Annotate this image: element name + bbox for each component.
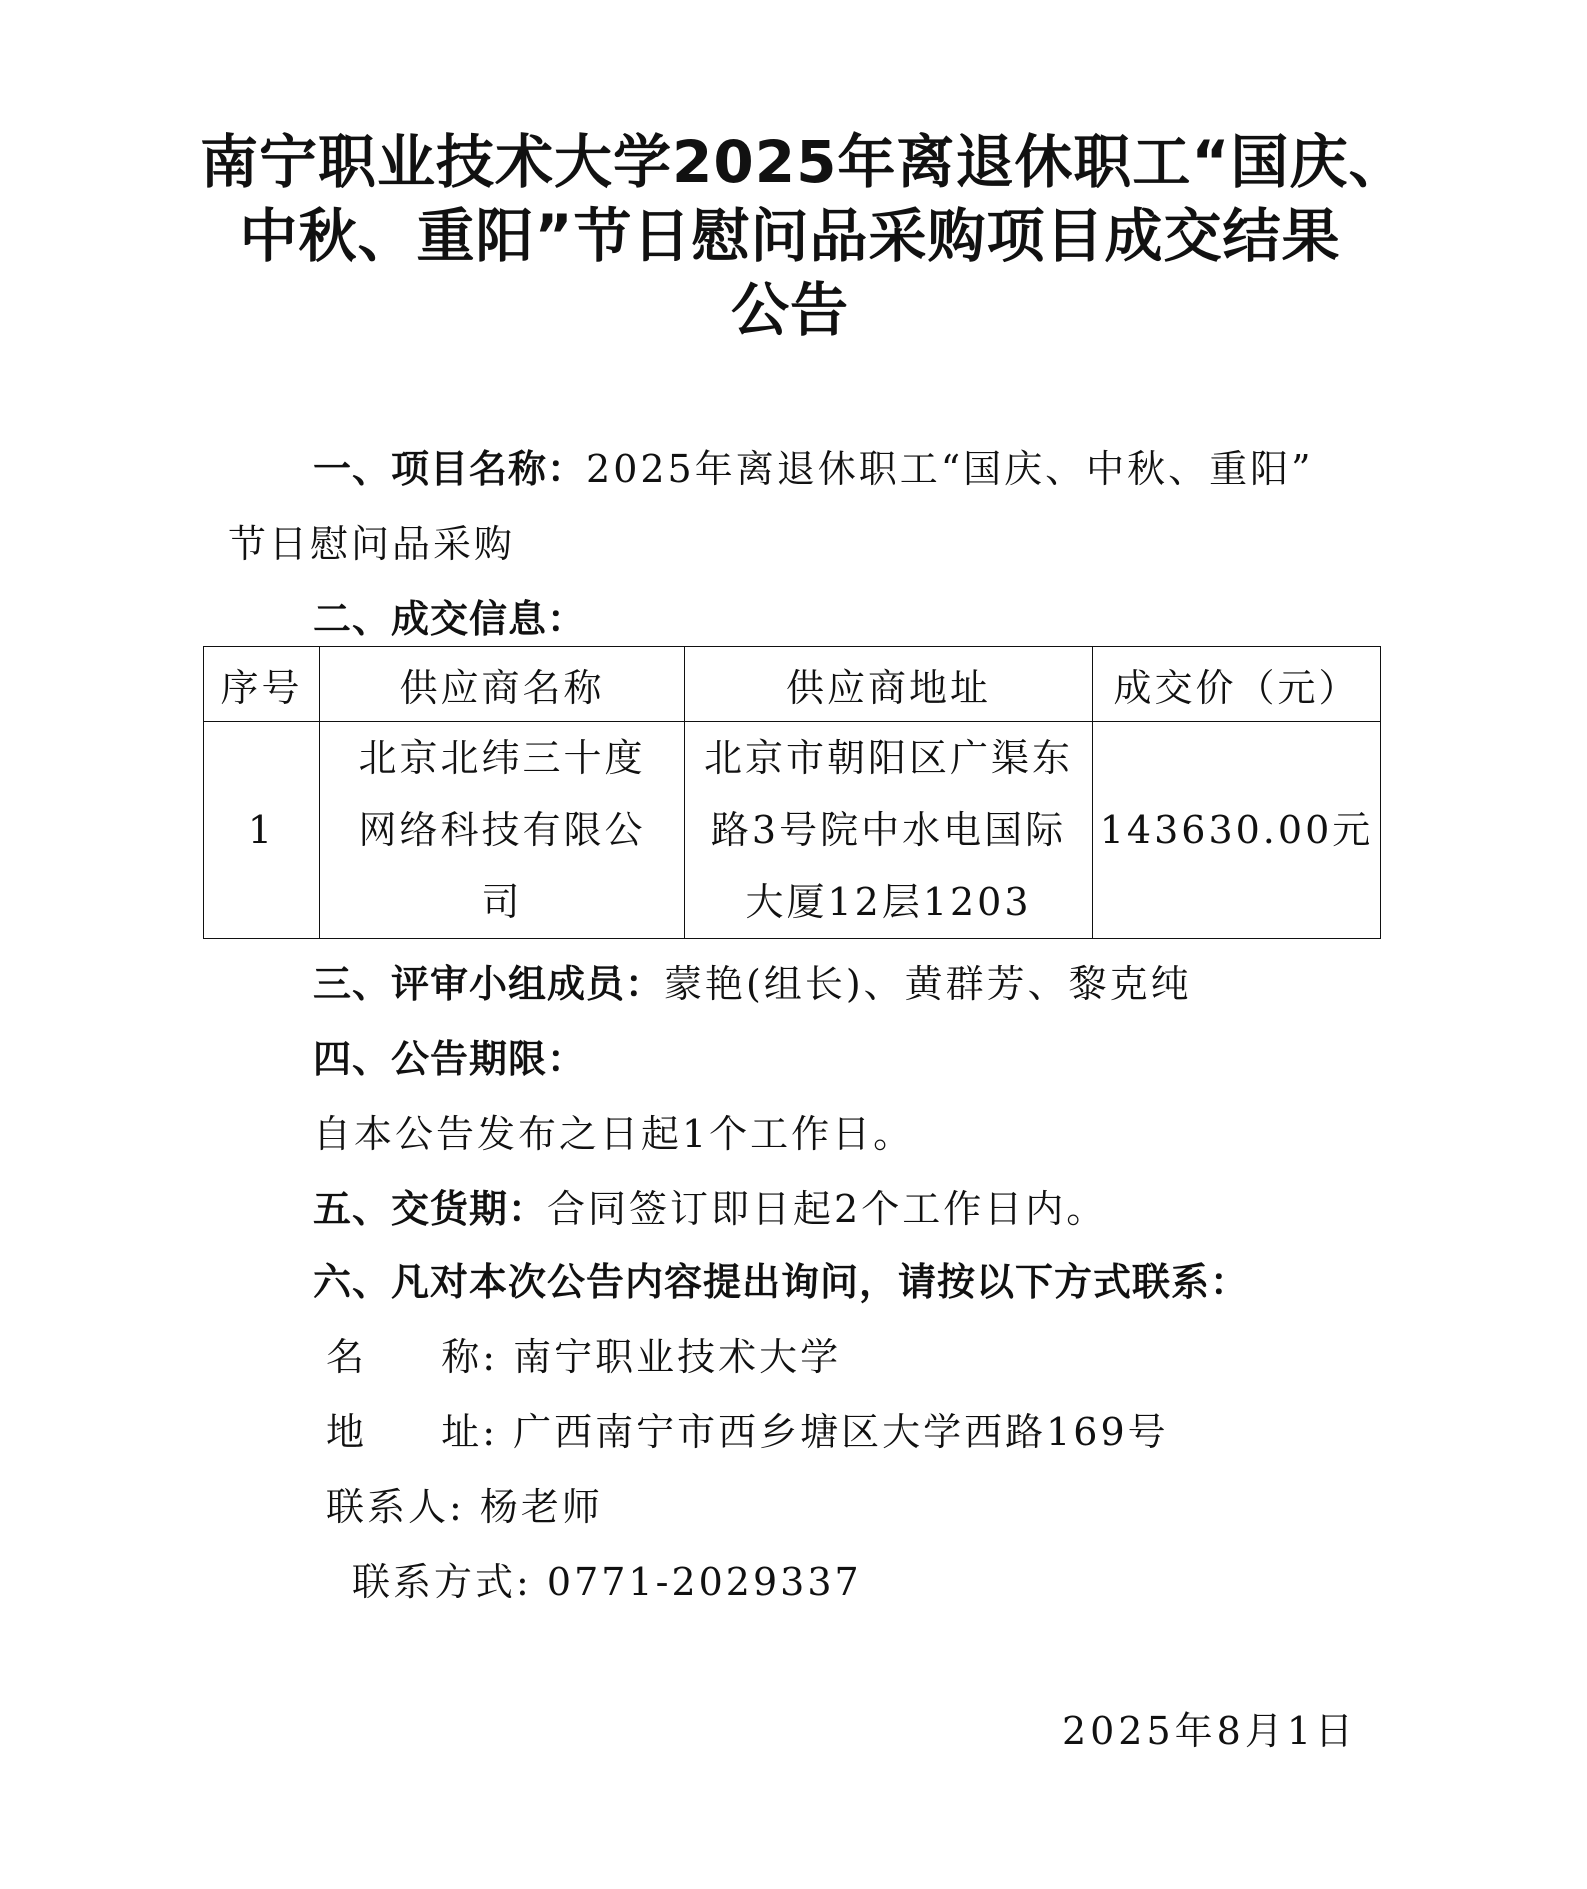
contact-address-row [326, 1408, 1169, 1456]
table-row [204, 722, 1381, 939]
period-label: 四、公告期限： [313, 1037, 587, 1081]
contact-name-row [326, 1333, 841, 1381]
contact-name-key [326, 1333, 498, 1381]
project-name-value: 2025年离退休职工“国庆、中秋、重阳” [586, 447, 1314, 491]
contact-person-key: 联系人: [326, 1485, 465, 1529]
announcement-date: 2025年8月1日 [1061, 1709, 1357, 1753]
contact-address-key-a: 地 [326, 1410, 368, 1454]
contact-phone-row [352, 1558, 862, 1606]
contact-person-row [326, 1483, 603, 1531]
panel-label: 三、评审小组成员： [313, 962, 665, 1006]
cell-index: 1 [204, 722, 320, 939]
cell-supplier-address: 北京市朝阳区广渠东路3号院中水电国际大厦12层1203 [685, 722, 1093, 939]
contact-name-key-b: 称: [441, 1335, 498, 1379]
delivery-value: 合同签订即日起2个工作日内。 [547, 1187, 1108, 1231]
deal-table [203, 646, 1381, 939]
inquiry-label: 六、凡对本次公告内容提出询问，请按以下方式联系： [313, 1260, 1250, 1304]
delivery-label: 五、交货期： [313, 1187, 548, 1231]
contact-phone-key: 联系方式: [352, 1560, 532, 1604]
contact-name-key-a: 名 [326, 1335, 368, 1379]
project-name-continuation [228, 520, 515, 568]
table-header-row [204, 647, 1381, 722]
panel-value: 蒙艳(组长)、黄群芳、黎克纯 [664, 962, 1192, 1006]
contact-address-key [326, 1408, 498, 1456]
project-name-label: 一、项目名称： [313, 447, 587, 491]
deal-info-label: 二、成交信息： [313, 597, 587, 641]
inquiry-heading [313, 1258, 1249, 1306]
title-line-1: 南宁职业技术大学2025年离退休职工“国庆、 [200, 128, 1408, 196]
title-line-2: 中秋、重阳”节日慰问品采购项目成交结果 [239, 202, 1341, 270]
contact-address-value: 广西南宁市西乡塘区大学西路169号 [513, 1410, 1169, 1454]
header-price: 成交价（元） [1093, 647, 1381, 722]
title-line-3: 公告 [730, 276, 849, 344]
period-value: 自本公告发布之日起1个工作日。 [313, 1112, 915, 1156]
contact-name-value: 南宁职业技术大学 [513, 1335, 842, 1379]
deal-info-heading [313, 595, 586, 643]
header-supplier-name: 供应商名称 [320, 647, 685, 722]
contact-person-value: 杨老师 [479, 1485, 603, 1529]
period-value-line [313, 1110, 914, 1158]
project-name-value-cont: 节日慰问品采购 [228, 522, 516, 566]
panel-line [313, 960, 1192, 1008]
contact-phone-value: 0771-2029337 [546, 1560, 862, 1604]
cell-supplier-name: 北京北纬三十度网络科技有限公司 [320, 722, 685, 939]
header-supplier-address: 供应商地址 [685, 647, 1093, 722]
delivery-line [313, 1185, 1107, 1233]
cell-price: 143630.00元 [1093, 722, 1381, 939]
period-heading [313, 1035, 586, 1083]
project-name-line [313, 445, 1314, 493]
header-index: 序号 [204, 647, 320, 722]
contact-address-key-b: 址: [441, 1410, 498, 1454]
document-title [200, 125, 1408, 347]
